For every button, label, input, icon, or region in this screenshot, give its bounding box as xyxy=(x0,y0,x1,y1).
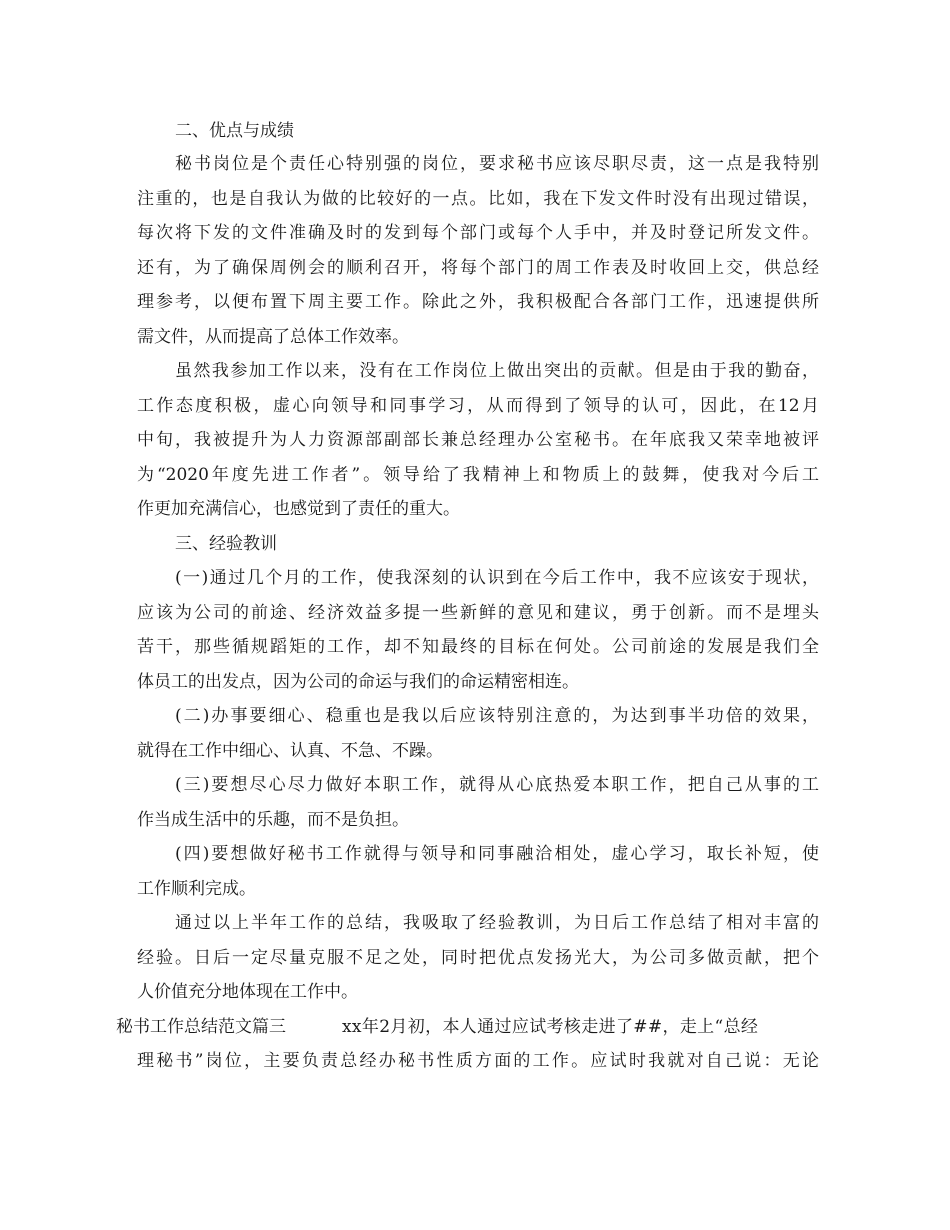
paragraph-line: 作当成生活中的乐趣，而不是负担。 xyxy=(137,810,409,830)
paragraph-line: (四)要想做好秘书工作就得与领导和同事融洽相处，虚心学习，取长补短，使 xyxy=(175,844,819,864)
heading-lessons: 三、经验教训 xyxy=(175,534,277,554)
paragraph-line: 理参考，以便布置下周主要工作。除此之外，我积极配合各部门工作，迅速提供所 xyxy=(137,292,819,312)
paragraph-line: 就得在工作中细心、认真、不急、不躁。 xyxy=(137,741,443,761)
paragraph-line: 注重的，也是自我认为做的比较好的一点。比如，我在下发文件时没有出现过错误， xyxy=(137,189,819,209)
paragraph-line: (三)要想尽心尽力做好本职工作，就得从心底热爱本职工作，把自己从事的工 xyxy=(175,775,819,795)
paragraph-line: 为“2020年度先进工作者”。领导给了我精神上和物质上的鼓舞，使我对今后工 xyxy=(137,465,819,485)
paragraph-line: 中旬，我被提升为人力资源部副部长兼总经理办公室秘书。在年底我又荣幸地被评 xyxy=(137,430,819,450)
paragraph-line: 作更加充满信心，也感觉到了责任的重大。 xyxy=(137,499,460,519)
paragraph-line: 工作顺利完成。 xyxy=(137,879,256,899)
section-title: 秘书工作总结范文篇三 xyxy=(116,1017,286,1037)
paragraph-line: 通过以上半年工作的总结，我吸取了经验教训，为日后工作总结了相对丰富的 xyxy=(175,913,819,933)
paragraph-line: 每次将下发的文件准确及时的发到每个部门或每个人手中，并及时登记所发文件。 xyxy=(137,223,819,243)
heading-strengths: 二、优点与成绩 xyxy=(175,121,294,141)
paragraph-line: (二)办事要细心、稳重也是我以后应该特别注意的，为达到事半功倍的效果， xyxy=(175,706,819,726)
paragraph-line: 还有，为了确保周例会的顺利召开，将每个部门的周工作表及时收回上交，供总经 xyxy=(137,258,819,278)
paragraph-line: 经验。日后一定尽量克服不足之处，同时把优点发扬光大，为公司多做贡献，把个 xyxy=(137,948,819,968)
paragraph-line: 虽然我参加工作以来，没有在工作岗位上做出突出的贡献。但是由于我的勤奋， xyxy=(175,361,819,381)
paragraph-line: 需文件，从而提高了总体工作效率。 xyxy=(137,327,409,347)
paragraph-line: 体员工的出发点，因为公司的命运与我们的命运精密相连。 xyxy=(137,672,579,692)
paragraph-line: 秘书岗位是个责任心特别强的岗位，要求秘书应该尽职尽责，这一点是我特别 xyxy=(175,154,819,174)
paragraph-line: 理秘书”岗位，主要负责总经办秘书性质方面的工作。应试时我就对自己说：无论 xyxy=(137,1051,819,1071)
paragraph-line: 应该为公司的前途、经济效益多提一些新鲜的意见和建议，勇于创新。而不是埋头 xyxy=(137,603,819,623)
section-heading-row xyxy=(116,1017,819,1037)
paragraph-line: (一)通过几个月的工作，使我深刻的认识到在今后工作中，我不应该安于现状， xyxy=(175,568,819,588)
paragraph-line: 苦干，那些循规蹈矩的工作，却不知最终的目标在何处。公司前途的发展是我们全 xyxy=(137,637,819,657)
section-first-line: xx年2月初，本人通过应试考核走进了##，走上“总经 xyxy=(342,1017,759,1037)
paragraph-line: 人价值充分地体现在工作中。 xyxy=(137,982,358,1002)
paragraph-line: 工作态度积极，虚心向领导和同事学习，从而得到了领导的认可，因此，在12月 xyxy=(137,396,819,416)
